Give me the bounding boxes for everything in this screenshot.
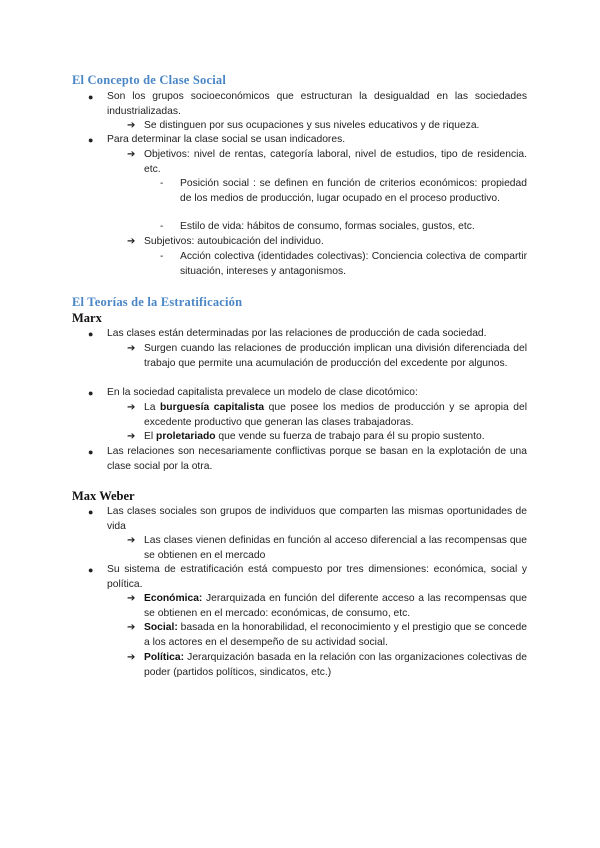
arrow-icon: ➔ bbox=[127, 343, 136, 354]
bold-term: Política: bbox=[144, 652, 185, 663]
list-item: Para determinar la clase social se usan indicadores. bbox=[107, 134, 346, 145]
bullet-marker: ● bbox=[88, 135, 94, 145]
arrow-icon: ➔ bbox=[127, 535, 136, 546]
section-title-teorias: El Teorías de la Estratificación bbox=[72, 295, 243, 309]
list-item: Las clases están determinadas por las relaciones de producción de cada sociedad. bbox=[107, 328, 487, 339]
bold-term: Económica: bbox=[144, 593, 203, 604]
bold-term: Social: bbox=[144, 622, 178, 633]
list-item: Posición social : se definen en función de criterios económicos: propiedad de los medios de producción, lugar ocupado en el proceso productivo. bbox=[180, 178, 527, 204]
arrow-icon: ➔ bbox=[127, 120, 136, 131]
bullet-marker: ● bbox=[88, 565, 94, 575]
section-title-concepto: El Concepto de Clase Social bbox=[72, 73, 227, 87]
bullet-marker: ● bbox=[88, 388, 94, 398]
subheading-marx: Marx bbox=[72, 311, 102, 325]
list-item: Estilo de vida: hábitos de consumo, formas sociales, gustos, etc. bbox=[180, 221, 475, 232]
arrow-icon: ➔ bbox=[127, 236, 136, 247]
bold-term: burguesía capitalista bbox=[160, 402, 265, 413]
list-item: Política: Jerarquización basada en la relación con las organizaciones colectivas de poder (partidos políticos, sindicatos, etc.) bbox=[144, 652, 527, 678]
list-item: Surgen cuando las relaciones de producción implican una división diferenciada del trabajo que permite una acumulación de producción del excedente por algunos. bbox=[144, 343, 527, 369]
subheading-weber: Max Weber bbox=[72, 489, 135, 503]
arrow-icon: ➔ bbox=[127, 622, 136, 633]
list-item: Las clases vienen definidas en función al acceso diferencial a las recompensas que se obtienen en el mercado bbox=[144, 535, 527, 561]
list-item: Social: basada en la honorabilidad, el reconocimiento y el prestigio que se concede a los actores en el desempeño de su actividad social. bbox=[144, 622, 527, 648]
dash-marker: - bbox=[160, 221, 164, 232]
list-item: Objetivos: nivel de rentas, categoría laboral, nivel de estudios, tipo de residencia. etc. bbox=[144, 149, 527, 175]
list-item: Económica: Jerarquizada en función del diferente acceso a las recompensas que se obtienen en el mercado: económicas, de consumo, etc. bbox=[144, 593, 527, 619]
list-item: En la sociedad capitalista prevalece un modelo de clase dicotómico: bbox=[107, 387, 418, 398]
bullet-marker: ● bbox=[88, 92, 94, 102]
list-item: Son los grupos socioeconómicos que estructuran la desigualdad en las sociedades industrializadas. bbox=[107, 91, 527, 117]
list-item: Las relaciones son necesariamente conflictivas porque se basan en la explotación de una clase social por la otra. bbox=[107, 446, 527, 472]
list-item: Se distinguen por sus ocupaciones y sus niveles educativos y de riqueza. bbox=[144, 120, 480, 131]
arrow-icon: ➔ bbox=[127, 593, 136, 604]
bullet-marker: ● bbox=[88, 329, 94, 339]
list-item: Acción colectiva (identidades colectivas): Conciencia colectiva de compartir situación, intereses y antagonismos. bbox=[180, 251, 527, 277]
bullet-marker: ● bbox=[88, 507, 94, 517]
list-item: Su sistema de estratificación está compuesto por tres dimensiones: económica, social y política. bbox=[107, 564, 527, 590]
arrow-icon: ➔ bbox=[127, 431, 136, 442]
list-item: Subjetivos: autoubicación del individuo. bbox=[144, 236, 324, 247]
list-item: Las clases sociales son grupos de individuos que comparten las mismas oportunidades de vida bbox=[107, 506, 527, 532]
dash-marker: - bbox=[160, 178, 164, 189]
bold-term: proletariado bbox=[156, 431, 216, 442]
list-item: El proletariado que vende su fuerza de trabajo para él su propio sustento. bbox=[144, 431, 485, 442]
list-item: La burguesía capitalista que posee los medios de producción y se apropia del excedente productivo que generan las clases trabajadoras. bbox=[144, 402, 527, 428]
arrow-icon: ➔ bbox=[127, 402, 136, 413]
arrow-icon: ➔ bbox=[127, 652, 136, 663]
arrow-icon: ➔ bbox=[127, 149, 136, 160]
bullet-marker: ● bbox=[88, 447, 94, 457]
dash-marker: - bbox=[160, 251, 164, 262]
